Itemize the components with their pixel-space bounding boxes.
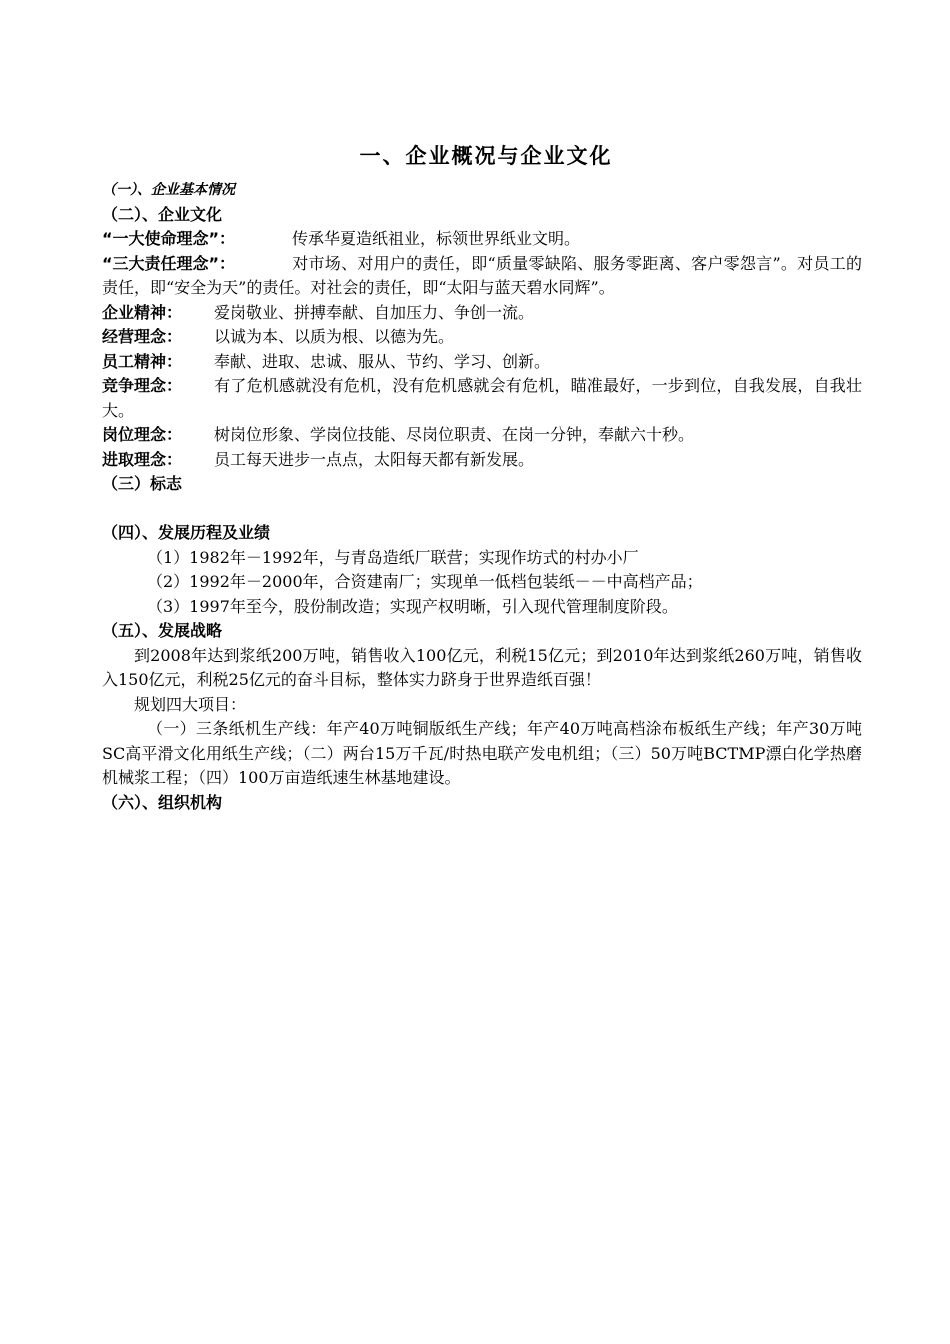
spirit-row	[102, 301, 862, 326]
business-text: 以诚为本、以质为根、以德为先。	[214, 327, 455, 346]
mission-text: 传承华夏造纸祖业，标领世界纸业文明。	[292, 229, 581, 248]
progress-text: 员工每天进步一点点，太阳每天都有新发展。	[214, 449, 535, 469]
document-title: 一、企业概况与企业文化	[359, 144, 613, 168]
mission-row	[102, 227, 862, 252]
business-label: 经营理念：	[102, 327, 183, 346]
history-item-3: （3）1997年至今，股份制改造；实现产权明晰，引入现代管理制度阶段。	[147, 596, 678, 616]
blank-line	[102, 497, 862, 522]
strategy-paragraph: 到2008年达到浆纸200万吨，销售收入100亿元，利税15亿元；到2010年达到浆纸260万吨，销售收入150亿元，利税25亿元的奋斗目标，整体实力跻身于世界造纸百强！	[102, 645, 862, 689]
post-label: 岗位理念：	[102, 425, 183, 444]
history-item-2: （2）1992年－2000年，合资建南厂；实现单一低档包装纸－－中高档产品；	[147, 572, 703, 591]
section-culture-heading: （二）、企业文化	[102, 204, 223, 224]
section-organization-heading: （六）、组织机构	[102, 792, 223, 812]
competition-text: 有了危机感就没有危机，没有危机感就会有危机，瞄准最好，一步到位，自我发展，自我壮大。	[102, 376, 862, 420]
plan-intro: 规划四大项目：	[134, 694, 247, 714]
business-row	[102, 325, 862, 350]
responsibility-label: “三大责任理念”：	[102, 253, 236, 273]
progress-row	[102, 448, 862, 473]
progress-label: 进取理念：	[102, 449, 183, 469]
section-logo-heading: （三）标志	[102, 474, 183, 493]
section-strategy-heading: （五）、发展战略	[102, 621, 223, 640]
spirit-label: 企业精神：	[102, 302, 183, 322]
history-item-1: （1）1982年－1992年，与青岛造纸厂联营；实现作坊式的村办小厂	[147, 547, 639, 567]
post-text: 树岗位形象、学岗位技能、尽岗位职责、在岗一分钟，奉献六十秒。	[214, 425, 695, 444]
mission-label: “一大使命理念”：	[102, 229, 236, 248]
responsibility-text: 对市场、对用户的责任，即“质量零缺陷、服务零距离、客户零怨言”。对员工的责任，即“安全为天”的责任。对社会的责任，即“太阳与蓝天碧水同辉”。	[102, 253, 862, 297]
section-history-heading: （四）、发展历程及业绩	[102, 523, 271, 542]
plan-paragraph: （一）三条纸机生产线：年产40万吨铜版纸生产线；年产40万吨高档涂布板纸生产线；年产30万吨SC高平滑文化用纸生产线；（二）两台15万千瓦/时热电联产发电机组；（三）50万吨BCTMP漂白化学热磨机械浆工程；（四）100万亩造纸速生林基地建设。	[102, 719, 862, 787]
staff-row	[102, 350, 862, 375]
staff-text: 奉献、进取、忠诚、服从、节约、学习、创新。	[214, 351, 551, 371]
document-page	[102, 140, 862, 815]
competition-label: 竞争理念：	[102, 376, 183, 395]
post-row	[102, 423, 862, 448]
competition-row	[102, 374, 862, 423]
staff-label: 员工精神：	[102, 351, 183, 371]
spirit-text: 爱岗敬业、拼搏奉献、自加压力、争创一流。	[214, 302, 535, 322]
responsibility-row	[102, 252, 862, 301]
section-basic-info-heading: （一）、企业基本情况	[102, 182, 235, 198]
